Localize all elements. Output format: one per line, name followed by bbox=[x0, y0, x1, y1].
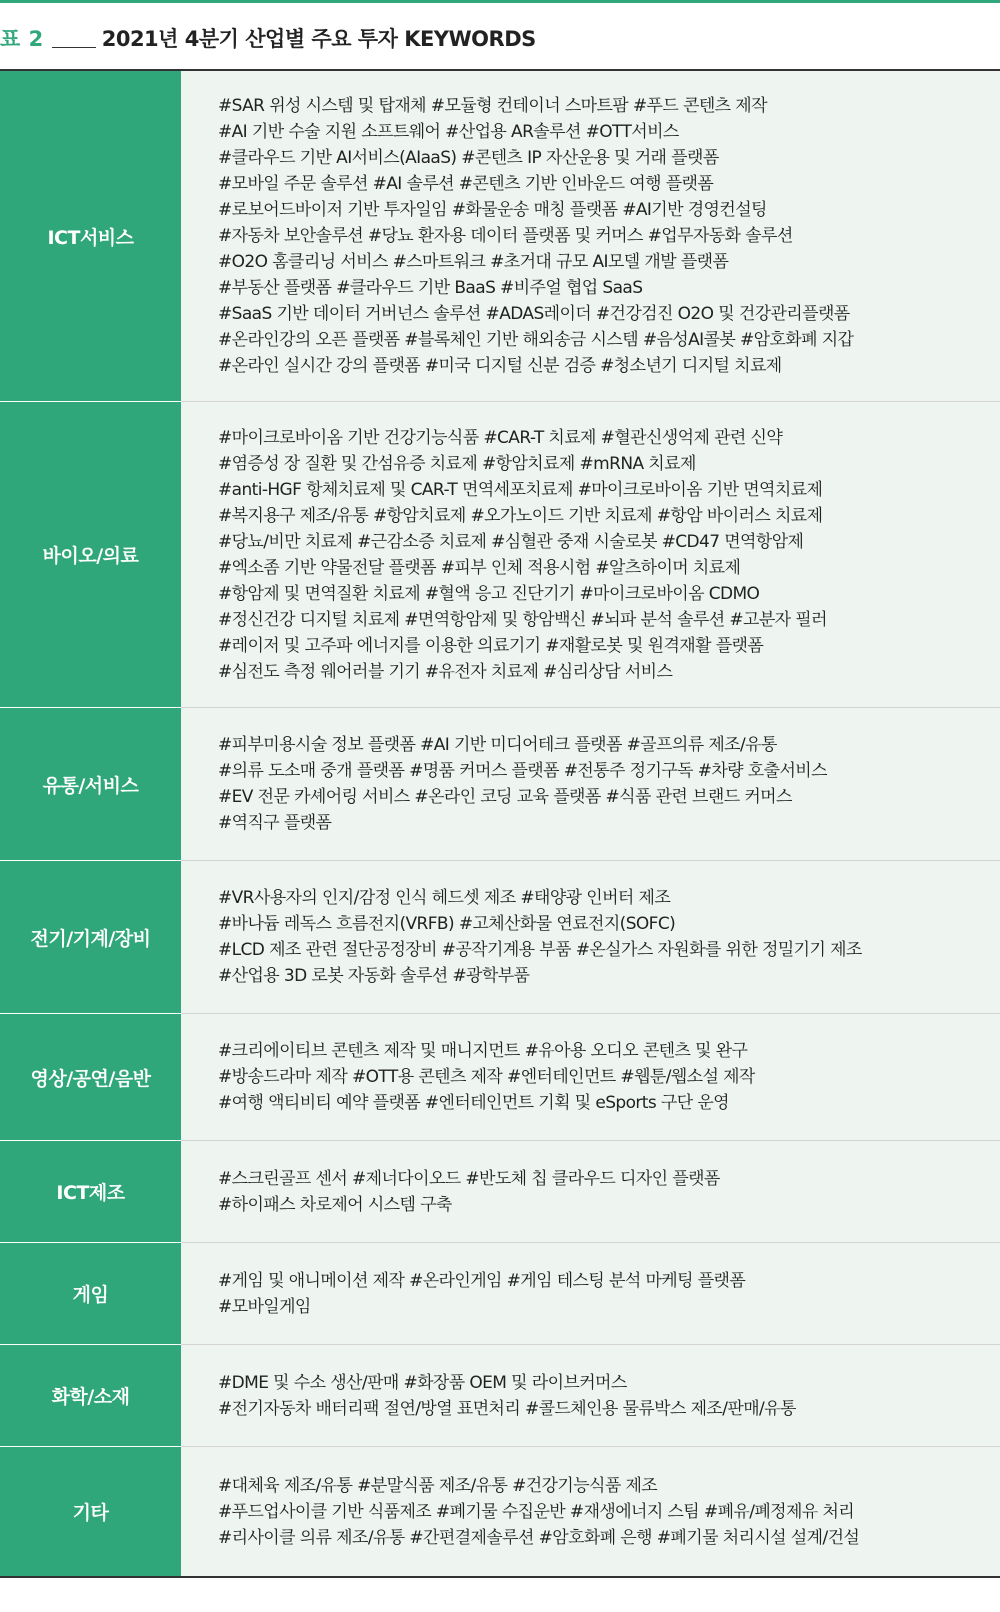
keyword-line: #O2O 홈클리닝 서비스 #스마트워크 #초거대 규모 AI모델 개발 플랫폼 bbox=[218, 252, 729, 272]
category-cell: 화학/소재 bbox=[0, 1345, 181, 1447]
keywords-cell bbox=[181, 71, 1000, 401]
keywords-cell bbox=[181, 861, 1000, 1013]
keyword-line: #정신건강 디지털 치료제 #면역항암제 및 항암백신 #뇌파 분석 솔루션 #고분자 필러 bbox=[218, 609, 827, 630]
table-row bbox=[0, 71, 1000, 402]
keyword-line: #SAR 위성 시스템 및 탑재체 #모듈형 컨테이너 스마트팜 #푸드 콘텐츠 제작 bbox=[218, 96, 767, 116]
table-row bbox=[0, 1447, 1000, 1576]
keyword-line: #방송드라마 제작 #OTT용 콘텐츠 제작 #엔터테인먼트 #웹툰/웹소설 제작 bbox=[218, 1067, 755, 1087]
table-title: 2021년 4분기 산업별 주요 투자 KEYWORDS bbox=[101, 27, 536, 51]
caption-divider-line bbox=[52, 47, 96, 48]
keyword-line: #푸드업사이클 기반 식품제조 #폐기물 수집운반 #재생에너지 스팀 #폐유/폐정제유 처리 bbox=[218, 1501, 855, 1522]
table-row bbox=[0, 402, 1000, 708]
keyword-line: #당뇨/비만 치료제 #근감소증 치료제 #심혈관 중재 시술로봇 #CD47 면역항암제 bbox=[218, 531, 804, 552]
keyword-line: #자동차 보안솔루션 #당뇨 환자용 데이터 플랫폼 및 커머스 #업무자동화 솔루션 bbox=[218, 226, 793, 246]
keyword-line: #대체육 제조/유통 #분말식품 제조/유통 #건강기능식품 제조 bbox=[218, 1475, 658, 1496]
keyword-line: #로보어드바이저 기반 투자일임 #화물운송 매칭 플랫폼 #AI기반 경영컨설팅 bbox=[218, 200, 767, 220]
keyword-line: #온라인 실시간 강의 플랫폼 #미국 디지털 신분 검증 #청소년기 디지털 치료제 bbox=[218, 356, 782, 376]
keyword-line: #게임 및 애니메이션 제작 #온라인게임 #게임 테스팅 분석 마케팅 플랫폼 bbox=[218, 1270, 746, 1291]
table-row bbox=[0, 1345, 1000, 1447]
table-row bbox=[0, 708, 1000, 861]
keyword-line: #여행 액티비티 예약 플랫폼 #엔터테인먼트 기획 및 eSports 구단 운영 bbox=[218, 1093, 730, 1113]
table-row bbox=[0, 1243, 1000, 1345]
table-caption bbox=[0, 24, 536, 52]
keyword-line: #피부미용시술 정보 플랫폼 #AI 기반 미디어테크 플랫폼 #골프의류 제조/유통 bbox=[218, 735, 777, 755]
keyword-line: #스크린골프 센서 #제너다이오드 #반도체 칩 클라우드 디자인 플랫폼 bbox=[218, 1168, 720, 1189]
category-cell: 유통/서비스 bbox=[0, 708, 181, 861]
keyword-line: #항암제 및 면역질환 치료제 #혈액 응고 진단기기 #마이크로바이옴 CDMO bbox=[218, 583, 760, 604]
keyword-line: #SaaS 기반 데이터 거버넌스 솔루션 #ADAS레이더 #건강검진 O2O 및 건강관리플랫폼 bbox=[218, 304, 850, 324]
category-cell: 영상/공연/음반 bbox=[0, 1014, 181, 1141]
keyword-line: #산업용 3D 로봇 자동화 솔루션 #광학부품 bbox=[218, 966, 530, 986]
keyword-line: #클라우드 기반 AI서비스(AIaaS) #콘텐츠 IP 자산운용 및 거래 플랫폼 bbox=[218, 148, 719, 168]
category-cell: ICT제조 bbox=[0, 1141, 181, 1243]
keywords-cell bbox=[181, 1141, 1000, 1242]
keywords-cell bbox=[181, 1014, 1000, 1140]
keyword-line: #염증성 장 질환 및 간섬유증 치료제 #항암치료제 #mRNA 치료제 bbox=[218, 453, 696, 474]
keyword-line: #바나듐 레독스 흐름전지(VRFB) #고체산화물 연료전지(SOFC) bbox=[218, 914, 676, 934]
keyword-line: #AI 기반 수술 지원 소프트웨어 #산업용 AR솔루션 #OTT서비스 bbox=[218, 122, 679, 142]
top-rule bbox=[0, 0, 1000, 3]
table-row bbox=[0, 1141, 1000, 1243]
keyword-line: #부동산 플랫폼 #클라우드 기반 BaaS #비주얼 협업 SaaS bbox=[218, 278, 643, 298]
keyword-line: #엑소좀 기반 약물전달 플랫폼 #피부 인체 적용시험 #알츠하이머 치료제 bbox=[218, 557, 741, 578]
keyword-line: #온라인강의 오픈 플랫폼 #블록체인 기반 해외송금 시스템 #음성AI콜봇 #암호화폐 지갑 bbox=[218, 330, 854, 350]
keyword-line: #전기자동차 배터리팩 절연/방열 표면처리 #콜드체인용 물류박스 제조/판매/유통 bbox=[218, 1398, 796, 1419]
table-row bbox=[0, 1014, 1000, 1141]
keyword-line: #DME 및 수소 생산/판매 #화장품 OEM 및 라이브커머스 bbox=[218, 1372, 627, 1393]
keyword-line: #VR사용자의 인지/감정 인식 헤드셋 제조 #태양광 인버터 제조 bbox=[218, 888, 671, 908]
keywords-cell bbox=[181, 1243, 1000, 1344]
keyword-line: #복지용구 제조/유통 #항암치료제 #오가노이드 기반 치료제 #항암 바이러스 치료제 bbox=[218, 505, 823, 526]
keywords-cell bbox=[181, 1345, 1000, 1446]
keyword-line: #LCD 제조 관련 절단공정장비 #공작기계용 부품 #온실가스 자원화를 위한 정밀기기 제조 bbox=[218, 940, 862, 960]
keyword-line: #모바일 주문 솔루션 #AI 솔루션 #콘텐츠 기반 인바운드 여행 플랫폼 bbox=[218, 174, 714, 194]
keyword-line: #크리에이티브 콘텐츠 제작 및 매니지먼트 #유아용 오디오 콘텐츠 및 완구 bbox=[218, 1041, 748, 1061]
keyword-line: #역직구 플랫폼 bbox=[218, 813, 332, 833]
keyword-line: #리사이클 의류 제조/유통 #간편결제솔루션 #암호화폐 은행 #폐기물 처리시설 설계/건설 bbox=[218, 1527, 860, 1548]
keyword-line: #모바일게임 bbox=[218, 1296, 311, 1317]
keywords-cell bbox=[181, 1447, 1000, 1576]
category-cell: 바이오/의료 bbox=[0, 402, 181, 708]
keywords-table bbox=[0, 69, 1000, 1578]
keyword-line: #레이저 및 고주파 에너지를 이용한 의료기기 #재활로봇 및 원격재활 플랫폼 bbox=[218, 635, 764, 656]
keyword-line: #마이크로바이옴 기반 건강기능식품 #CAR-T 치료제 #혈관신생억제 관련 신약 bbox=[218, 427, 783, 448]
keyword-line: #EV 전문 카셰어링 서비스 #온라인 코딩 교육 플랫폼 #식품 관련 브랜드 커머스 bbox=[218, 787, 792, 807]
table-number: 표 2 bbox=[0, 27, 44, 51]
category-cell: ICT서비스 bbox=[0, 71, 181, 402]
keyword-line: #anti-HGF 항체치료제 및 CAR-T 면역세포치료제 #마이크로바이옴 기반 면역치료제 bbox=[218, 479, 823, 500]
table-row bbox=[0, 861, 1000, 1014]
keywords-cell bbox=[181, 402, 1000, 707]
category-cell: 전기/기계/장비 bbox=[0, 861, 181, 1014]
category-cell: 게임 bbox=[0, 1243, 181, 1345]
keyword-line: #의류 도소매 중개 플랫폼 #명품 커머스 플랫폼 #전통주 정기구독 #차량 호출서비스 bbox=[218, 761, 827, 781]
category-cell: 기타 bbox=[0, 1447, 181, 1576]
keyword-line: #하이패스 차로제어 시스템 구축 bbox=[218, 1194, 452, 1215]
keyword-line: #심전도 측정 웨어러블 기기 #유전자 치료제 #심리상담 서비스 bbox=[218, 661, 673, 682]
keywords-cell bbox=[181, 708, 1000, 860]
